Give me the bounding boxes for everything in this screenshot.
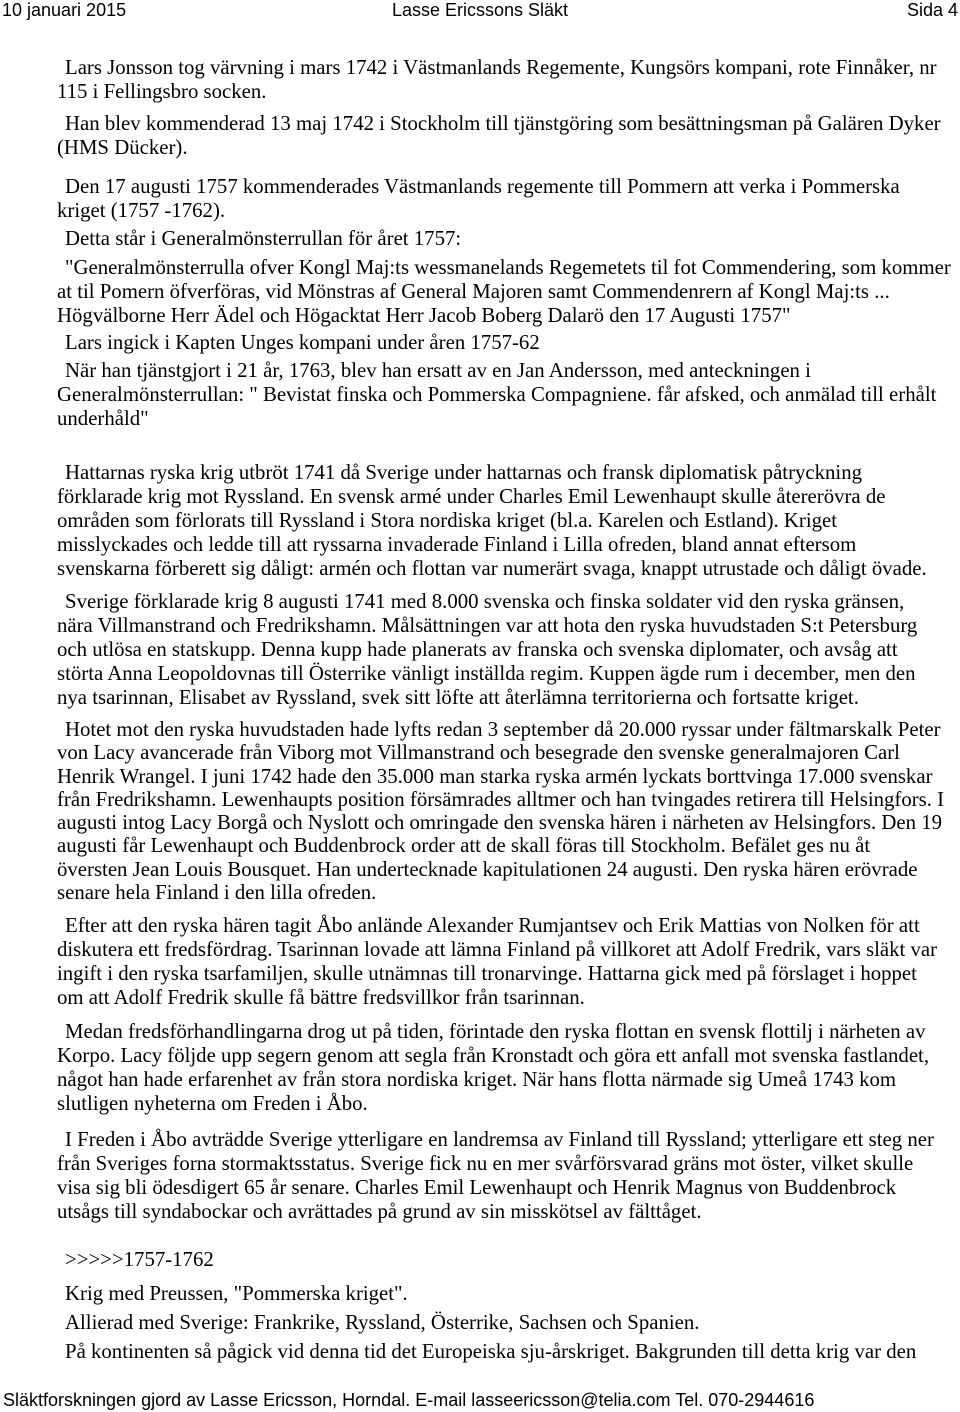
text-line: (HMS Dücker). [57, 136, 188, 159]
body-paragraph [57, 461, 927, 581]
body-paragraph [57, 112, 941, 160]
text-line: underhåld" [57, 407, 149, 430]
text-line: Henrik Wrangel. I juni 1742 hade den 35.000 man starka ryska armén lyckats borttvinga 17.000 svenskar [57, 764, 933, 788]
text-line: ingift i den ryska tsarfamiljen, skulle utnämnas till tronarvinge. Hattarna gick med på förslaget i hoppet [57, 962, 917, 985]
text-line: från Sveriges forna stormaktsstatus. Sverige fick nu en mer svårförsvarad gräns mot öster, vilket skulle [57, 1152, 914, 1175]
page-header [0, 0, 960, 20]
body-paragraph [57, 359, 936, 431]
text-line: förklarade krig mot Ryssland. En svensk armé under Charles Emil Lewenhaupt skulle återerövra de [57, 485, 886, 508]
text-line: von Lacy avancerade från Viborg mot Villmanstrand och besegrade den svenske generalmajoren Carl [57, 741, 900, 765]
body-paragraph [57, 1020, 929, 1116]
body-paragraph [57, 1311, 699, 1335]
text-line: om att Adolf Fredrik skulle få bättre fredsvillkor från tsarinnan. [57, 986, 585, 1009]
text-line: senare hela Finland i den lilla ofreden. [57, 881, 377, 905]
body-paragraph [57, 718, 944, 904]
text-line: Högvälborne Herr Ädel och Högacktat Herr Jacob Boberg Dalarö den 17 Augusti 1757" [57, 304, 791, 327]
text-line: från Fredrikshamn. Lewenhaupts position försämrades alltmer och han tvingades retirera till Helsingfors. I [57, 787, 945, 811]
text-line: I Freden i Åbo avträdde Sverige ytterligare en landremsa av Finland till Ryssland; ytterligare ett steg ner [65, 1128, 934, 1151]
text-line: >>>>>1757-1762 [65, 1248, 214, 1271]
text-line: svenskarna förberett sig dåligt: armén och flottan var numerärt svaga, knappt utrustade och dåligt övade. [57, 557, 927, 580]
footer-text: Släktforskningen gjord av Lasse Ericsson, Horndal. E-mail lasseericsson@telia.com Tel. 070-2944616 [3, 1390, 815, 1410]
text-line: Hotet mot den ryska huvudstaden hade lyfts redan 3 september då 20.000 ryssar under fältmarskalk Peter [65, 718, 941, 741]
text-line: Krig med Preussen, "Pommerska kriget". [65, 1282, 408, 1305]
text-line: Allierad med Sverige: Frankrike, Ryssland, Österrike, Sachsen och Spanien. [65, 1311, 700, 1334]
text-line: Korpo. Lacy följde upp segern genom att segla från Kronstadt och göra ett anfall mot svenska fastlandet, [57, 1044, 930, 1067]
text-line: översten Jean Louis Bousquet. Han undertecknade kapitulationen 24 augusti. Den ryska hären erövrade [57, 857, 918, 881]
text-line: augusti får Lewenhaupt och Buddenbrock order att de skall föras till Stockholm. Befälet ges nu åt [57, 834, 871, 858]
text-line: utsågs till syndabockar och avrättades på grund av sin misskötsel av fälttåget. [57, 1200, 702, 1223]
text-line: Han blev kommenderad 13 maj 1742 i Stockholm till tjänstgöring som besättningsman på Galären Dyker [65, 112, 941, 135]
text-line: och utlösa en statskupp. Denna kupp hade planerats av franska och svenska diplomater, och avsåg att [57, 638, 898, 661]
text-line: När han tjänstgjort i 21 år, 1763, blev han ersatt av en Jan Andersson, med anteckningen i [65, 359, 811, 382]
text-line: Den 17 augusti 1757 kommenderades Västmanlands regemente till Pommern att verka i Pommerska [65, 175, 900, 198]
body-paragraph [57, 331, 540, 355]
section-marker [57, 1248, 214, 1272]
text-line: visa sig bli ödesdigert 65 år senare. Charles Emil Lewenhaupt och Henrik Magnus von Buddenbrock [57, 1176, 897, 1199]
text-line: diskutera ett fredsfördrag. Tsarinnan lovade att lämna Finland på villkoret att Adolf Fredrik, vars släkt var [57, 938, 938, 961]
body-paragraph [57, 914, 937, 1010]
text-line: Sverige förklarade krig 8 augusti 1741 med 8.000 svenska och finska soldater vid den ryska gränsen, [65, 590, 905, 613]
text-line: 115 i Fellingsbro socken. [57, 80, 267, 103]
quote-paragraph [57, 256, 951, 328]
text-line: Efter att den ryska hären tagit Åbo anlände Alexander Rumjantsev och Erik Mattias von Nolken för att [65, 914, 920, 937]
text-line: augusti intog Lacy Borgå och Nyslott och omringade den svenska hären i närheten av Helsingfors. Den 19 [57, 811, 942, 835]
page-footer [3, 1390, 814, 1410]
text-line: Generalmönsterrullan: " Bevistat finska och Pommerska Compagniene. får afsked, och anmälad till erhålt [57, 383, 937, 406]
text-line: Lars Jonsson tog värvning i mars 1742 i Västmanlands Regemente, Kungsörs kompani, rote Finnåker, nr [65, 56, 937, 79]
body-paragraph [57, 1340, 916, 1364]
header-date: 10 januari 2015 [2, 0, 127, 20]
body-paragraph [57, 1282, 408, 1306]
text-line: at til Pomern öfverföras, vid Mönstras af General Majoren samt Commendenrern af Kongl Maj:ts ... [57, 280, 890, 303]
text-line: slutligen nyheterna om Freden i Åbo. [57, 1092, 368, 1115]
header-title: Lasse Ericssons Släkt [391, 0, 569, 20]
body-paragraph [57, 590, 917, 710]
header-page-number: Sida 4 [906, 0, 958, 20]
text-line: områden som förlorats till Ryssland i Stora nordiska kriget (bl.a. Karelen och Estland). Kriget [57, 509, 838, 532]
text-line: kriget (1757 -1762). [57, 199, 226, 222]
body-paragraph [57, 1128, 934, 1224]
text-line: Medan fredsförhandlingarna drog ut på tiden, förintade den ryska flottan en svensk flottilj i närheten av [65, 1020, 926, 1043]
text-line: störta Anna Leopoldovnas till Österrike vänligt inställda regim. Kuppen ägde rum i december, men den [57, 662, 916, 685]
text-line: "Generalmönsterrulla ofver Kongl Maj:ts wessmanelands Regemetets til fot Commendering, som kommer [65, 256, 951, 279]
text-line: nära Villmanstrand och Fredrikshamn. Målsättningen var att hota den ryska huvudstaden S:t Petersburg [57, 614, 918, 637]
text-line: nya tsarinnan, Elisabet av Ryssland, svek sitt löfte att återlämna territorierna och fortsatte kriget. [57, 686, 859, 709]
text-line: Detta står i Generalmönsterrullan för året 1757: [65, 227, 462, 250]
text-line: Hattarnas ryska krig utbröt 1741 då Sverige under hattarnas och fransk diplomatisk påtryckning [65, 461, 863, 484]
text-line: misslyckades och ledde till att ryssarna invaderade Finland i Lilla ofreden, bland annat eftersom [57, 533, 857, 556]
body-paragraph [57, 227, 461, 251]
text-line: något han hade erfarenhet av från stora nordiska kriget. När hans flotta närmade sig Umeå 1743 kom [57, 1068, 897, 1091]
text-line: På kontinenten så pågick vid denna tid det Europeiska sju-årskriget. Bakgrunden till detta krig var den [65, 1340, 917, 1363]
body-paragraph [57, 56, 937, 104]
body-paragraph [57, 175, 900, 223]
text-line: Lars ingick i Kapten Unges kompani under åren 1757-62 [65, 331, 540, 354]
